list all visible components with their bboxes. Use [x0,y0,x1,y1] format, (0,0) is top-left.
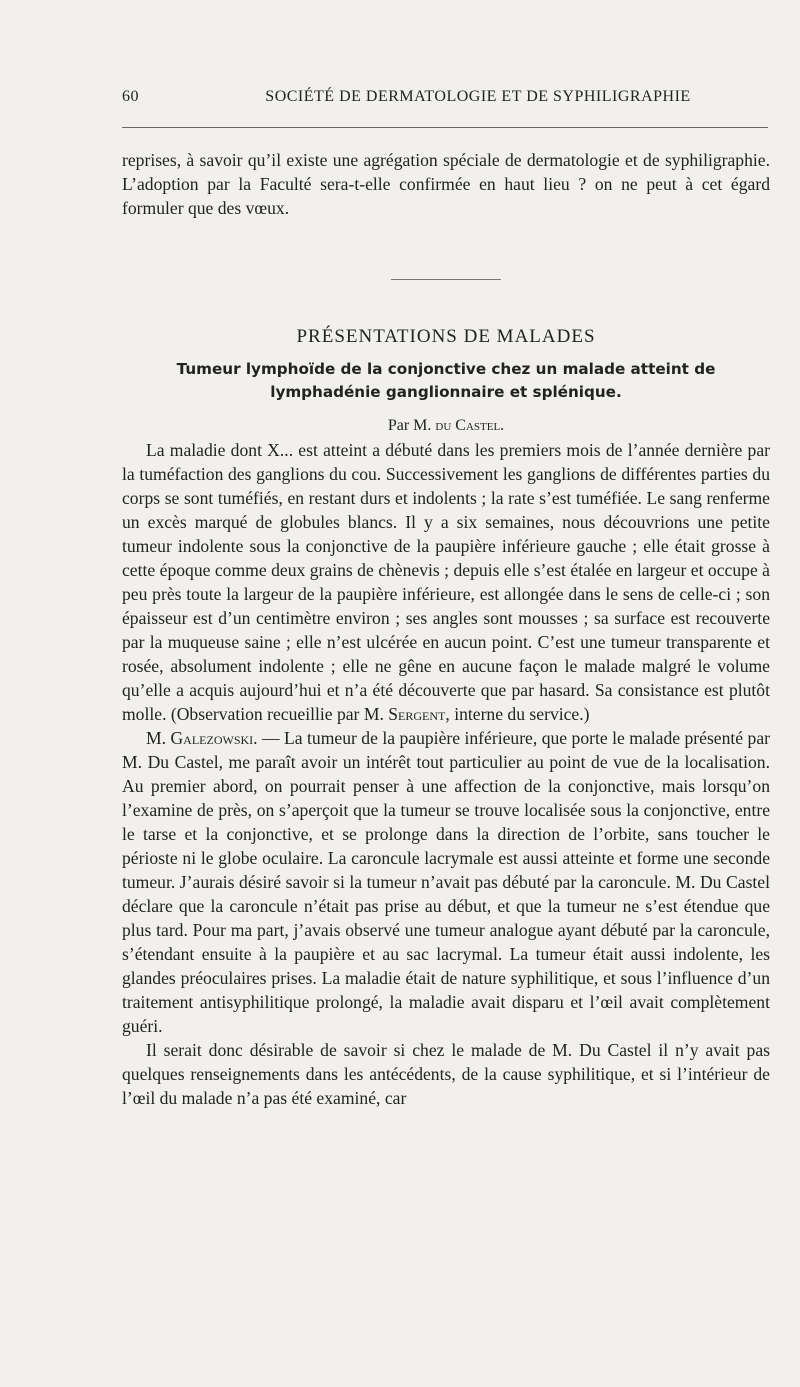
section-title: PRÉSENTATIONS DE MALADES [296,326,596,347]
case-paragraph [122,438,770,726]
running-title: SOCIÉTÉ DE DERMATOLOGIE ET DE SYPHILIGRAPHIE [265,88,691,105]
byline-prefix: Par M. [387,417,436,434]
page-number: 60 [122,88,139,105]
final-paragraph: Il serait donc désirable de savoir si chez le malade de M. Du Castel il n’y avait pas quelques renseignements dans les antécédents, de la cause syphilitique, et si l’intérieur de l’œil du malade n’a pas été examiné, car [122,1040,770,1108]
intro-paragraph: reprises, à savoir qu’il existe une agrégation spéciale de dermatologie et de syphiligraphie. L’adoption par la Faculté sera-t-elle confirmée en haut lieu ? on ne peut à cet égard formuler que des vœux. [122,150,770,218]
section-separator [391,279,501,280]
galezowski-paragraph [122,726,770,1038]
header-rule [122,127,768,128]
paper-title: Tumeur lymphoïde de la conjonctive chez un malade atteint de lymphadénie ganglionnaire et splénique. [176,360,716,401]
speaker-name: M. Galezowski. [146,728,258,748]
observer-name: Sergent [388,704,446,724]
byline [122,414,770,438]
case-text: La maladie dont X... est atteint a débuté dans les premiers mois de l’année dernière par la tuméfaction des ganglions du cou. Successivement les ganglions de différentes parties du corps se sont tuméfiés, en restant durs et indolents ; la rate s’est tuméfiée. Le sang renferme un excès marqué de globules blancs. Il y a six semaines, nous découvrions une petite tumeur indolente sous la conjonctive de la paupière inférieure gauche ; elle était grosse à cette époque comme deux grains de chènevis ; depuis elle s’est étalée en largeur et occupe à peu près toute la largeur de la paupière inférieure, est allongée dans le sens de celle-ci ; son épaisseur est d’un centimètre environ ; ses angles sont mousses ; sa surface est recouverte par la muqueuse saine ; elle n’est ulcérée en aucun point. C’est une tumeur transparente et rosée, absolument indolente ; elle ne gêne en aucune façon le malade malgré le volume qu’elle a acquis aujourd’hui et n’a été découverte que par hasard. Sa consistance est plutôt molle. (Observation recueillie par M. [122,440,770,724]
running-header [122,88,768,118]
body-text [122,148,770,1110]
case-text-end: , interne du service.) [445,704,590,724]
byline-author: du Castel. [435,417,505,434]
galezowski-text: — La tumeur de la paupière inférieure, que porte le malade présenté par M. Du Castel, me paraît avoir un intérêt tout particulier au point de vue de la localisation. Au premier abord, on pourrait penser à une affection de la conjonctive, mais lorsqu’on l’examine de près, on s’aperçoit que la tumeur se trouve localisée sous la conjonctive, entre le tarse et la conjonctive, et se prolonge dans la direction de l’orbite, sans toucher le périoste ni le globe oculaire. La caroncule lacrymale est aussi atteinte et forme une seconde tumeur. J’aurais désiré savoir si la tumeur n’avait pas débuté par la caroncule. M. Du Castel déclare que la caroncule n’était pas prise au début, et que la tumeur ne s’est étendue que plus tard. Pour ma part, j’avais observé une tumeur analogue ayant débuté par la caroncule, s’étendant ensuite à la paupière et au sac lacrymal. La tumeur était aussi indolente, les glandes préoculaires prises. La maladie était de nature syphilitique, et sous l’influence d’un traitement antisyphilitique prolongé, la maladie avait disparu et l’œil avait complètement guéri. [122,728,770,1036]
